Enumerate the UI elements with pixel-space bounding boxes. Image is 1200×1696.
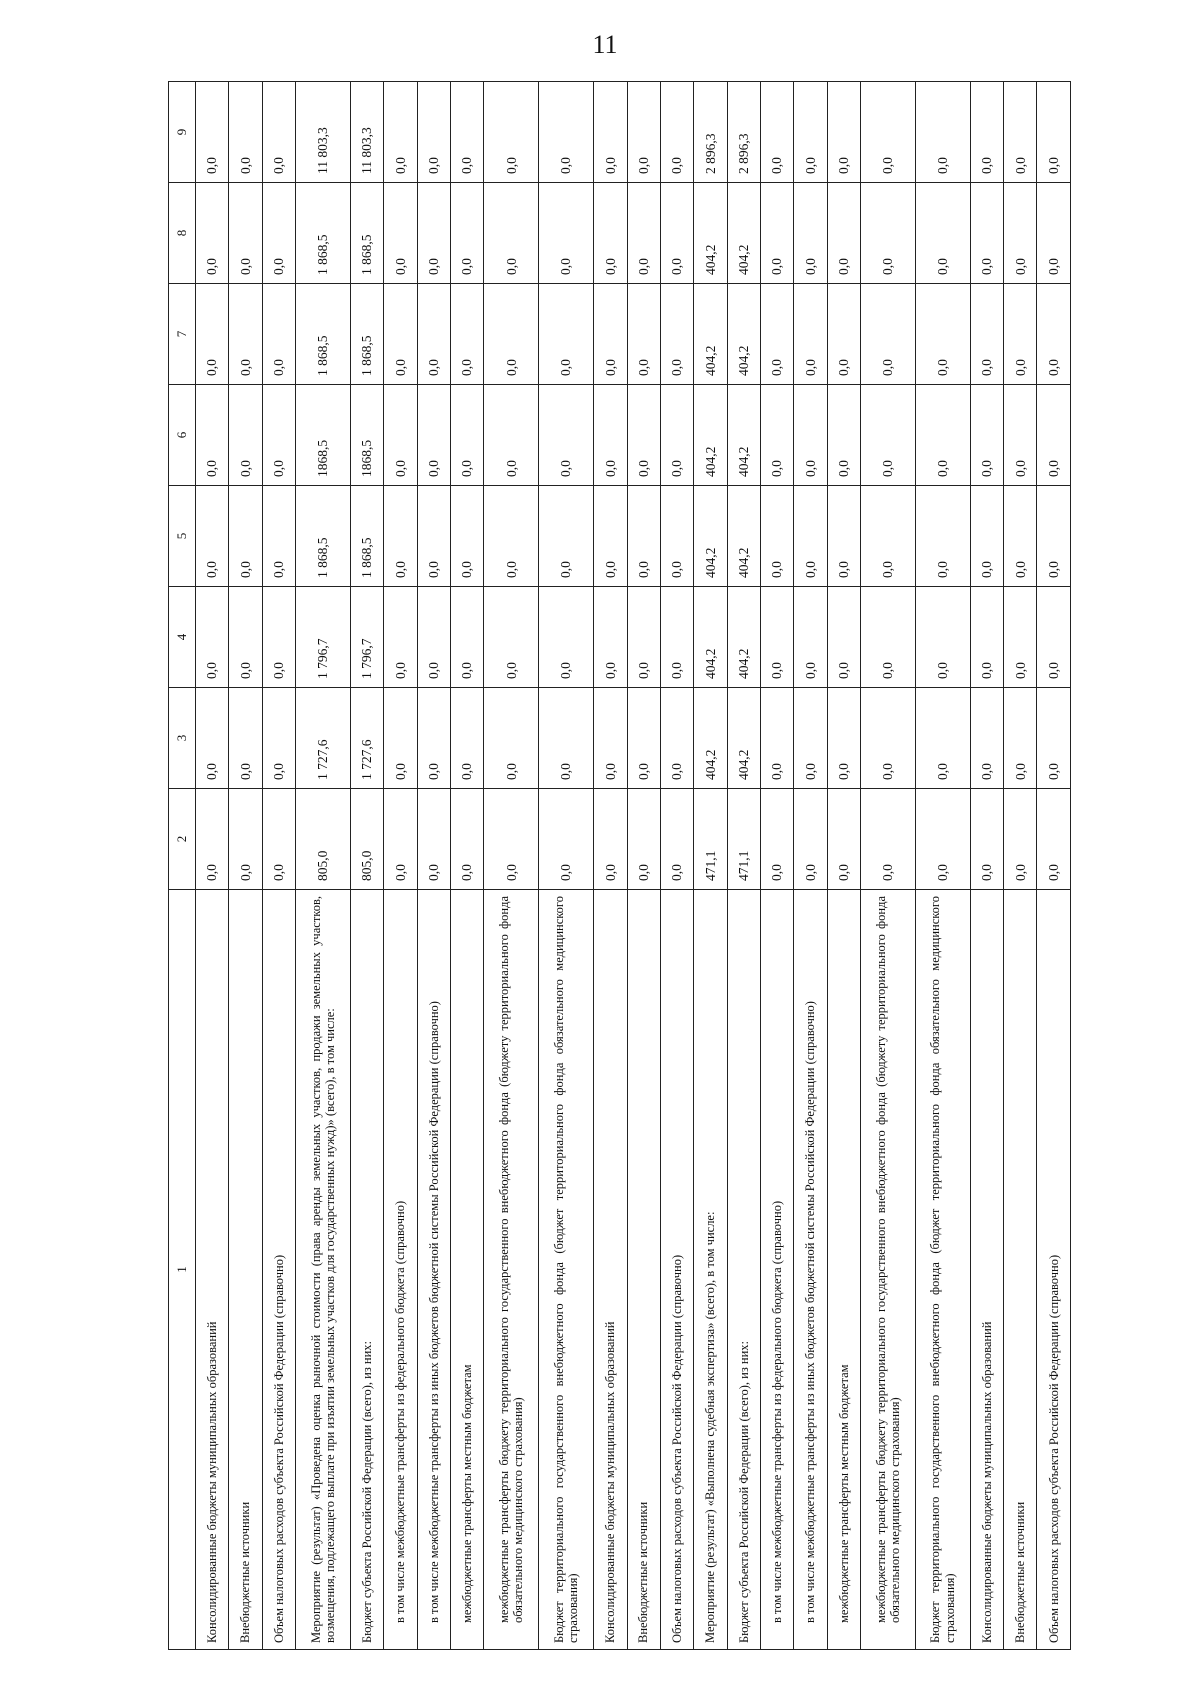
value-cell: 0,0: [417, 688, 450, 789]
value-cell: 0,0: [384, 486, 417, 587]
value-cell: 0,0: [970, 385, 1003, 486]
value-cell: 0,0: [229, 486, 262, 587]
row-label: межбюджетные трансферты бюджету территориального государственного внебюджетного фонда (бюджету территориального фонда обязательного медицинского страхования): [484, 890, 539, 1650]
table-row: [915, 82, 970, 1650]
value-cell: 0,0: [827, 183, 860, 284]
value-cell: 0,0: [417, 82, 450, 183]
value-cell: 0,0: [970, 82, 1003, 183]
row-label: в том числе межбюджетные трансферты из федерального бюджета (справочно): [760, 890, 793, 1650]
value-cell: 404,2: [727, 587, 760, 688]
value-cell: 0,0: [1037, 385, 1071, 486]
value-cell: 0,0: [539, 385, 594, 486]
value-cell: 0,0: [1037, 486, 1071, 587]
value-cell: 0,0: [539, 587, 594, 688]
value-cell: 0,0: [827, 385, 860, 486]
value-cell: 11 803,3: [296, 82, 351, 183]
value-cell: 0,0: [1037, 82, 1071, 183]
value-cell: 0,0: [970, 789, 1003, 890]
value-cell: 0,0: [262, 486, 295, 587]
header-cell: 5: [169, 486, 196, 587]
value-cell: 404,2: [694, 688, 727, 789]
table-row: [861, 82, 916, 1650]
value-cell: 0,0: [451, 183, 484, 284]
value-cell: 0,0: [229, 183, 262, 284]
value-cell: 0,0: [384, 688, 417, 789]
value-cell: 471,1: [727, 789, 760, 890]
table-row: [1037, 82, 1071, 1650]
value-cell: 0,0: [196, 82, 229, 183]
row-label: Мероприятие (результат) «Проведена оценка рыночной стоимости (права аренды земельных участков, продажи земельных участков, возмещения, подлежащего выплате при изъятии земельных участков для государственных нужд)» (всего), в том числе:: [296, 890, 351, 1650]
row-label: Консолидированные бюджеты муниципальных образований: [196, 890, 229, 1650]
value-cell: 0,0: [760, 284, 793, 385]
value-cell: 0,0: [627, 385, 660, 486]
table-row: [296, 82, 351, 1650]
value-cell: 0,0: [196, 486, 229, 587]
header-cell: 9: [169, 82, 196, 183]
value-cell: 0,0: [539, 688, 594, 789]
value-cell: 0,0: [384, 789, 417, 890]
value-cell: 0,0: [1004, 688, 1037, 789]
row-label: Консолидированные бюджеты муниципальных образований: [594, 890, 627, 1650]
value-cell: 0,0: [1004, 486, 1037, 587]
value-cell: 0,0: [1004, 284, 1037, 385]
value-cell: 0,0: [196, 789, 229, 890]
row-label: Объем налоговых расходов субъекта Российской Федерации (справочно): [262, 890, 295, 1650]
value-cell: 0,0: [794, 284, 827, 385]
value-cell: 0,0: [660, 789, 693, 890]
value-cell: 0,0: [760, 688, 793, 789]
value-cell: 0,0: [1004, 587, 1037, 688]
value-cell: 1 868,5: [296, 183, 351, 284]
header-cell: 7: [169, 284, 196, 385]
table-row: [627, 82, 660, 1650]
value-cell: 0,0: [262, 789, 295, 890]
table-row: [594, 82, 627, 1650]
row-label: Бюджет территориального государственного внебюджетного фонда (бюджет территориального фонда обязательного медицинского страхования): [915, 890, 970, 1650]
value-cell: 0,0: [384, 284, 417, 385]
value-cell: 0,0: [1037, 688, 1071, 789]
value-cell: 0,0: [484, 587, 539, 688]
value-cell: 1 796,7: [296, 587, 351, 688]
value-cell: 0,0: [970, 183, 1003, 284]
value-cell: 0,0: [384, 183, 417, 284]
value-cell: 0,0: [229, 688, 262, 789]
value-cell: 0,0: [660, 183, 693, 284]
value-cell: 0,0: [660, 82, 693, 183]
value-cell: 0,0: [627, 82, 660, 183]
value-cell: 0,0: [451, 688, 484, 789]
value-cell: 0,0: [484, 284, 539, 385]
header-cell: 1: [169, 890, 196, 1650]
value-cell: 0,0: [915, 385, 970, 486]
value-cell: 0,0: [417, 486, 450, 587]
value-cell: 0,0: [451, 587, 484, 688]
rotated-table-inner: [168, 82, 1071, 1650]
value-cell: 0,0: [1004, 82, 1037, 183]
value-cell: 0,0: [827, 486, 860, 587]
value-cell: 404,2: [694, 385, 727, 486]
value-cell: 0,0: [627, 587, 660, 688]
value-cell: 0,0: [229, 82, 262, 183]
value-cell: 0,0: [262, 587, 295, 688]
value-cell: 0,0: [262, 688, 295, 789]
row-label: Бюджет субъекта Российской Федерации (всего), из них:: [727, 890, 760, 1650]
value-cell: 0,0: [827, 82, 860, 183]
value-cell: 1 868,5: [350, 284, 383, 385]
value-cell: 0,0: [262, 284, 295, 385]
table-row: [727, 82, 760, 1650]
value-cell: 805,0: [350, 789, 383, 890]
value-cell: 0,0: [861, 486, 916, 587]
value-cell: 0,0: [417, 789, 450, 890]
value-cell: 0,0: [484, 183, 539, 284]
value-cell: 0,0: [627, 789, 660, 890]
value-cell: 0,0: [484, 385, 539, 486]
value-cell: 0,0: [794, 385, 827, 486]
value-cell: 0,0: [484, 486, 539, 587]
table-row: [384, 82, 417, 1650]
value-cell: 0,0: [760, 587, 793, 688]
value-cell: 0,0: [760, 486, 793, 587]
value-cell: 0,0: [660, 688, 693, 789]
value-cell: 0,0: [451, 284, 484, 385]
header-cell: 2: [169, 789, 196, 890]
value-cell: 0,0: [417, 183, 450, 284]
value-cell: 0,0: [1004, 789, 1037, 890]
value-cell: 0,0: [229, 587, 262, 688]
value-cell: 0,0: [660, 486, 693, 587]
value-cell: 1 796,7: [350, 587, 383, 688]
value-cell: 11 803,3: [350, 82, 383, 183]
value-cell: 0,0: [861, 385, 916, 486]
budget-table: [168, 81, 1071, 1650]
value-cell: 0,0: [1004, 183, 1037, 284]
value-cell: 0,0: [760, 82, 793, 183]
table-row: [794, 82, 827, 1650]
value-cell: 0,0: [970, 587, 1003, 688]
value-cell: 0,0: [827, 789, 860, 890]
value-cell: 404,2: [694, 284, 727, 385]
value-cell: 0,0: [827, 688, 860, 789]
value-cell: 0,0: [196, 587, 229, 688]
value-cell: 0,0: [627, 183, 660, 284]
value-cell: 0,0: [262, 183, 295, 284]
table-row: [539, 82, 594, 1650]
value-cell: 404,2: [727, 385, 760, 486]
row-label: Объем налоговых расходов субъекта Российской Федерации (справочно): [1037, 890, 1071, 1650]
value-cell: 0,0: [384, 82, 417, 183]
value-cell: 0,0: [594, 688, 627, 789]
value-cell: 471,1: [694, 789, 727, 890]
value-cell: 404,2: [694, 183, 727, 284]
value-cell: 0,0: [660, 587, 693, 688]
row-label: в том числе межбюджетные трансферты из иных бюджетов бюджетной системы Российской Федерации (справочно): [794, 890, 827, 1650]
value-cell: 0,0: [594, 789, 627, 890]
header-cell: 4: [169, 587, 196, 688]
row-label: Бюджет территориального государственного внебюджетного фонда (бюджет территориального фонда обязательного медицинского страхования): [539, 890, 594, 1650]
value-cell: 0,0: [417, 385, 450, 486]
row-label: Внебюджетные источники: [627, 890, 660, 1650]
value-cell: 0,0: [861, 587, 916, 688]
value-cell: 0,0: [915, 82, 970, 183]
value-cell: 0,0: [627, 688, 660, 789]
table-row: [350, 82, 383, 1650]
row-label: Консолидированные бюджеты муниципальных образований: [970, 890, 1003, 1650]
value-cell: 0,0: [417, 284, 450, 385]
value-cell: 0,0: [594, 385, 627, 486]
table-row: [970, 82, 1003, 1650]
value-cell: 0,0: [196, 284, 229, 385]
value-cell: 1868,5: [350, 385, 383, 486]
value-cell: 0,0: [794, 486, 827, 587]
table-row: [196, 82, 229, 1650]
value-cell: 0,0: [196, 183, 229, 284]
value-cell: 0,0: [594, 486, 627, 587]
value-cell: 0,0: [1037, 183, 1071, 284]
value-cell: 0,0: [794, 789, 827, 890]
table-body: [196, 82, 1071, 1650]
row-label: межбюджетные трансферты местным бюджетам: [827, 890, 860, 1650]
row-label: Внебюджетные источники: [1004, 890, 1037, 1650]
value-cell: 2 896,3: [727, 82, 760, 183]
value-cell: 0,0: [451, 486, 484, 587]
value-cell: 0,0: [970, 486, 1003, 587]
value-cell: 2 896,3: [694, 82, 727, 183]
value-cell: 0,0: [196, 688, 229, 789]
table-row: [229, 82, 262, 1650]
value-cell: 0,0: [827, 587, 860, 688]
row-label: межбюджетные трансферты местным бюджетам: [451, 890, 484, 1650]
value-cell: 0,0: [627, 284, 660, 385]
value-cell: 805,0: [296, 789, 351, 890]
value-cell: 0,0: [861, 789, 916, 890]
value-cell: 1 868,5: [296, 284, 351, 385]
value-cell: 0,0: [594, 284, 627, 385]
rotated-table-container: [168, 82, 1071, 1650]
table-row: [451, 82, 484, 1650]
value-cell: 0,0: [451, 82, 484, 183]
value-cell: 404,2: [727, 183, 760, 284]
table-row: [660, 82, 693, 1650]
header-cell: 8: [169, 183, 196, 284]
table-row: [694, 82, 727, 1650]
value-cell: 0,0: [915, 284, 970, 385]
value-cell: 0,0: [1004, 385, 1037, 486]
value-cell: 0,0: [229, 385, 262, 486]
row-label: Мероприятие (результат) «Выполнена судебная экспертиза» (всего), в том числе:: [694, 890, 727, 1650]
value-cell: 0,0: [915, 789, 970, 890]
page-number: 11: [592, 30, 618, 59]
value-cell: 0,0: [229, 789, 262, 890]
value-cell: 0,0: [451, 789, 484, 890]
value-cell: 0,0: [861, 688, 916, 789]
value-cell: 0,0: [794, 82, 827, 183]
table-header-row: [169, 82, 196, 1650]
value-cell: 0,0: [1037, 789, 1071, 890]
value-cell: 0,0: [760, 183, 793, 284]
row-label: Бюджет субъекта Российской Федерации (всего), из них:: [350, 890, 383, 1650]
header-cell: 3: [169, 688, 196, 789]
value-cell: 404,2: [727, 486, 760, 587]
value-cell: 0,0: [539, 82, 594, 183]
value-cell: 1 868,5: [350, 486, 383, 587]
value-cell: 0,0: [196, 385, 229, 486]
value-cell: 0,0: [229, 284, 262, 385]
table-row: [827, 82, 860, 1650]
value-cell: 1 868,5: [296, 486, 351, 587]
value-cell: 0,0: [861, 183, 916, 284]
table-row: [417, 82, 450, 1650]
table-row: [760, 82, 793, 1650]
row-label: межбюджетные трансферты бюджету территориального государственного внебюджетного фонда (бюджету территориального фонда обязательного медицинского страхования): [861, 890, 916, 1650]
table-row: [1004, 82, 1037, 1650]
row-label: Внебюджетные источники: [229, 890, 262, 1650]
value-cell: 0,0: [384, 587, 417, 688]
value-cell: 1 868,5: [350, 183, 383, 284]
value-cell: 0,0: [594, 82, 627, 183]
value-cell: 0,0: [484, 82, 539, 183]
value-cell: 0,0: [594, 183, 627, 284]
value-cell: 0,0: [970, 284, 1003, 385]
value-cell: 404,2: [694, 486, 727, 587]
value-cell: 0,0: [794, 688, 827, 789]
value-cell: 0,0: [1037, 284, 1071, 385]
value-cell: 0,0: [970, 688, 1003, 789]
table-row: [262, 82, 295, 1650]
value-cell: 0,0: [539, 486, 594, 587]
row-label: Объем налоговых расходов субъекта Российской Федерации (справочно): [660, 890, 693, 1650]
value-cell: 0,0: [861, 82, 916, 183]
value-cell: 0,0: [827, 284, 860, 385]
value-cell: 0,0: [539, 789, 594, 890]
value-cell: 0,0: [451, 385, 484, 486]
value-cell: 1 727,6: [296, 688, 351, 789]
value-cell: 0,0: [262, 82, 295, 183]
value-cell: 404,2: [694, 587, 727, 688]
value-cell: 0,0: [660, 385, 693, 486]
value-cell: 0,0: [915, 688, 970, 789]
value-cell: 0,0: [539, 284, 594, 385]
value-cell: 0,0: [915, 183, 970, 284]
value-cell: 0,0: [627, 486, 660, 587]
value-cell: 1 727,6: [350, 688, 383, 789]
value-cell: 0,0: [760, 789, 793, 890]
value-cell: 0,0: [760, 385, 793, 486]
value-cell: 0,0: [861, 284, 916, 385]
row-label: в том числе межбюджетные трансферты из иных бюджетов бюджетной системы Российской Федерации (справочно): [417, 890, 450, 1650]
value-cell: 0,0: [915, 486, 970, 587]
value-cell: 0,0: [384, 385, 417, 486]
value-cell: 0,0: [1037, 587, 1071, 688]
table-row: [484, 82, 539, 1650]
value-cell: 0,0: [660, 284, 693, 385]
value-cell: 0,0: [794, 587, 827, 688]
value-cell: 0,0: [794, 183, 827, 284]
value-cell: 1868,5: [296, 385, 351, 486]
header-cell: 6: [169, 385, 196, 486]
value-cell: 0,0: [417, 587, 450, 688]
value-cell: 404,2: [727, 284, 760, 385]
value-cell: 0,0: [484, 789, 539, 890]
value-cell: 0,0: [539, 183, 594, 284]
value-cell: 0,0: [262, 385, 295, 486]
value-cell: 0,0: [594, 587, 627, 688]
value-cell: 404,2: [727, 688, 760, 789]
value-cell: 0,0: [484, 688, 539, 789]
row-label: в том числе межбюджетные трансферты из федерального бюджета (справочно): [384, 890, 417, 1650]
value-cell: 0,0: [915, 587, 970, 688]
